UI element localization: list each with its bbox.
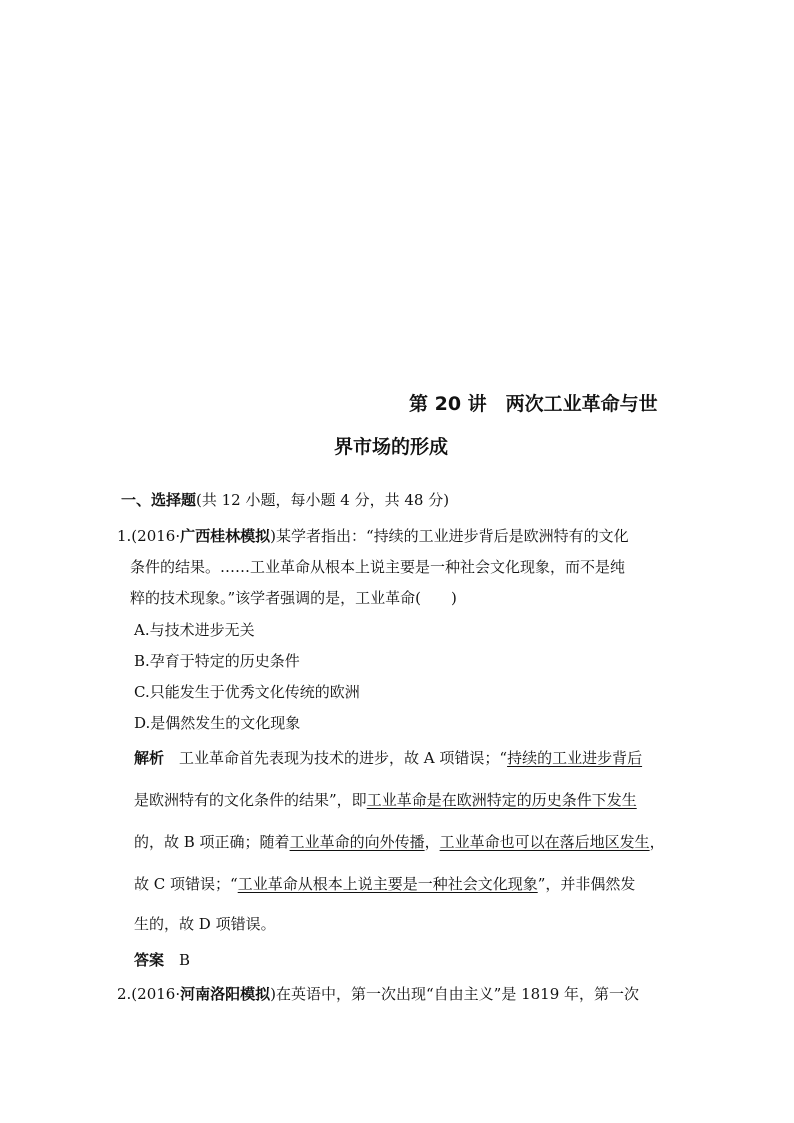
analysis-text: 是欧洲特有的文化条件的结果 [134,791,330,809]
analysis-underlined: 持续的工业进步背后 [507,749,643,767]
analysis-text: ， [649,833,665,851]
section-heading: 一、选择题 [121,491,197,509]
section-note: (共 12 小题，每小题 4 分，共 48 分) [196,491,450,509]
q1-option-c: C.只能发生于优秀文化传统的欧洲 [134,683,360,701]
answer-value: B [164,951,191,969]
q1-line-1 [117,526,629,546]
q1-line-1-text: )某学者指出：“持续的工业进步背后是欧洲特有的文化 [270,527,629,545]
analysis-text: 的，故 B 项正确；随着 [134,833,290,851]
answer-label: 答案 [134,951,165,969]
lesson-title-line-2: 界市场的形成 [334,436,449,458]
q1-line-2: 条件的结果。……工业革命从根本上说主要是一种社会文化现象，而不是纯 [130,558,626,576]
analysis-text: 工业革命首先表现为技术的进步，故 A 项错误；“ [164,749,508,767]
q1-number: 1.(2016· [117,527,181,545]
q1-analysis-line-4 [134,874,635,894]
analysis-text: ， [424,833,440,851]
analysis-underlined: 工业革命的向外传播 [289,833,425,851]
q1-line-3: 粹的技术现象。”该学者强调的是，工业革命( ) [130,589,457,607]
q2-line-1-text: )在英语中，第一次出现“自由主义”是 1819 年，第一次 [270,985,640,1003]
q1-analysis-line-2 [134,790,637,810]
section-header [121,490,449,510]
q1-option-a: A.与技术进步无关 [134,621,255,639]
q1-source: 广西桂林模拟 [180,527,271,545]
q2-number: 2.(2016· [117,985,181,1003]
q1-analysis-line-1 [134,748,642,768]
q1-analysis-line-3 [134,832,665,852]
analysis-text: ”，并非偶然发 [537,875,636,893]
analysis-underlined: 工业革命是在欧洲特定的历史条件下发生 [366,791,637,809]
q2-line-1 [117,984,639,1004]
q1-option-d: D.是偶然发生的文化现象 [134,714,301,732]
q2-source: 河南洛阳模拟 [180,985,271,1003]
analysis-text: 故 C 项错误；“ [134,875,238,893]
lesson-title-line-1: 第 20 讲 两次工业革命与世 [409,393,658,415]
analysis-underlined: 工业革命从根本上说主要是一种社会文化现象 [237,875,538,893]
analysis-underlined: 工业革命也可以在落后地区发生 [439,833,650,851]
q1-option-b: B.孕育于特定的历史条件 [134,652,300,670]
q1-answer [134,950,190,970]
analysis-text: ”，即 [329,791,367,809]
q1-analysis-line-5: 生的，故 D 项错误。 [134,915,276,933]
analysis-label: 解析 [134,749,165,767]
